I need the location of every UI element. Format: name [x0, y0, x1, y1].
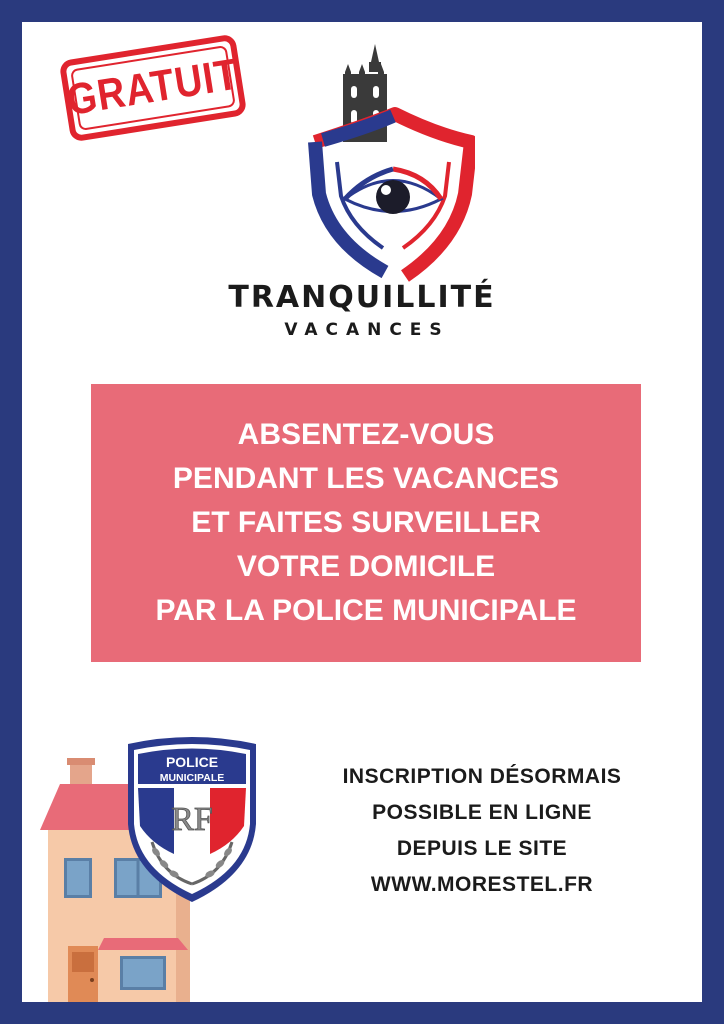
logo-title: TRANQUILLITÉ	[228, 280, 496, 315]
message-box	[91, 384, 641, 662]
message-line: PAR LA POLICE MUNICIPALE	[155, 594, 577, 627]
message-line: VOTRE DOMICILE	[236, 550, 496, 583]
website-url: WWW.MORESTEL.FR	[370, 873, 594, 896]
badge-top-text: POLICE	[165, 754, 219, 770]
badge-bottom-text: MUNICIPALE	[159, 772, 225, 784]
gratuit-stamp	[59, 34, 248, 143]
info-line: POSSIBLE EN LIGNE	[372, 801, 592, 824]
stamp-text: GRATUIT	[63, 50, 243, 125]
info-block	[292, 759, 672, 903]
message-line: ET FAITES SURVEILLER	[191, 506, 541, 539]
message-line: PENDANT LES VACANCES	[172, 462, 560, 495]
message-line: ABSENTEZ-VOUS	[237, 418, 495, 451]
badge-monogram: RF	[171, 801, 213, 838]
shield-eye-church-icon	[275, 44, 475, 284]
info-line: DEPUIS LE SITE	[396, 837, 568, 860]
info-line: INSCRIPTION DÉSORMAIS	[342, 765, 622, 788]
police-municipale-badge-icon	[122, 734, 262, 904]
logo-subtitle: VACANCES	[284, 320, 450, 340]
